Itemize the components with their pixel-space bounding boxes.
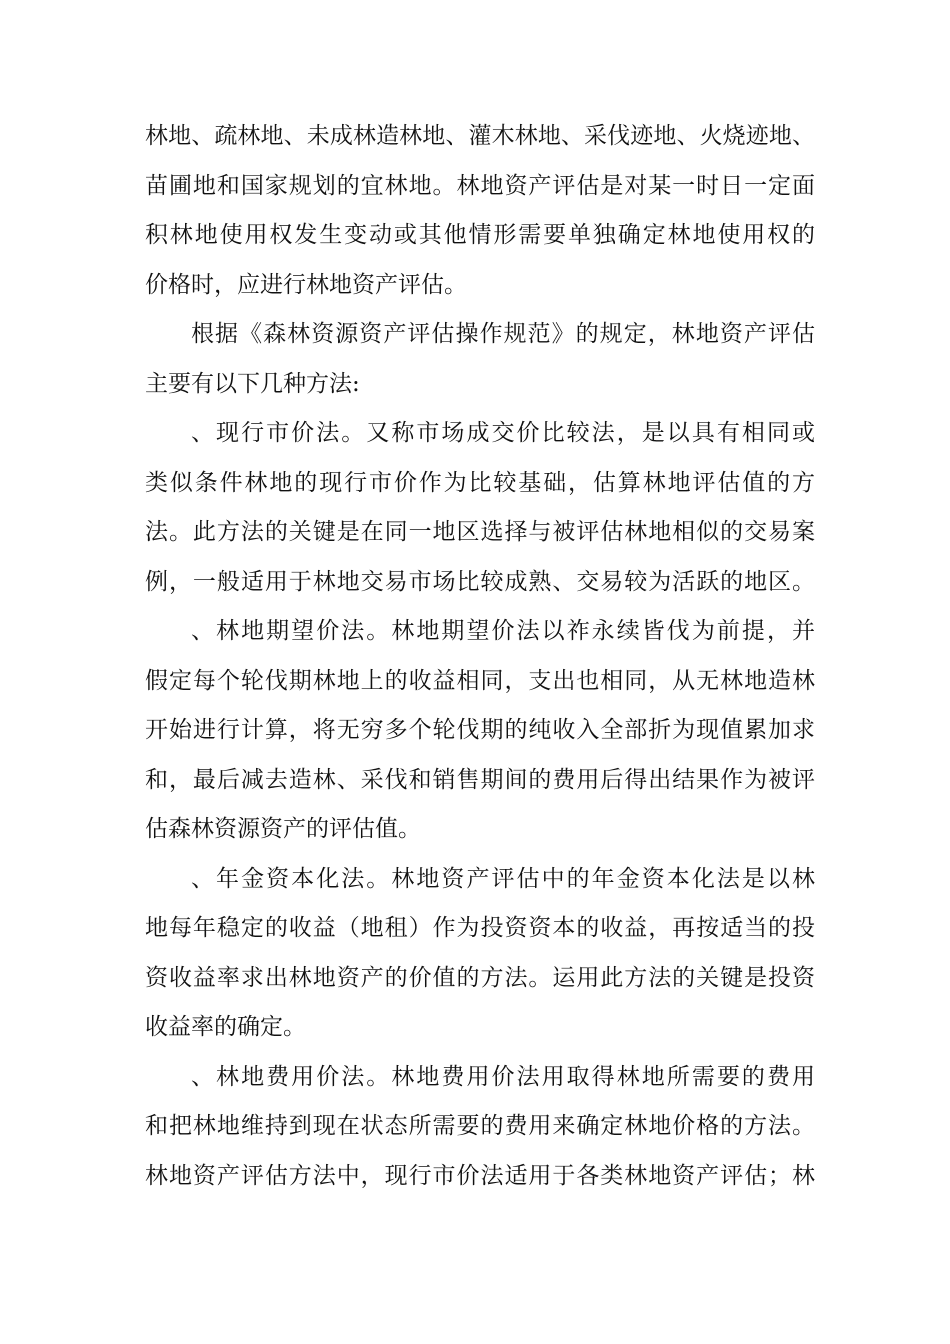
paragraph-4-line-5: 估森林资源资产的评估值。 [145, 816, 421, 842]
paragraph-1-line-3: 积林地使用权发生变动或其他情形需要单独确定林地使用权的 [145, 222, 815, 248]
paragraph-5-line-3: 资收益率求出林地资产的价值的方法。运用此方法的关键是投资 [145, 964, 815, 991]
document-body [145, 112, 815, 1201]
paragraph-5-line-1: 、年金资本化法。林地资产评估中的年金资本化法是以林 [191, 865, 815, 892]
paragraph-1-line-2: 苗圃地和国家规划的宜林地。林地资产评估是对某一时日一定面 [145, 172, 815, 199]
paragraph-3-line-1: 、现行市价法。又称市场成交价比较法，是以具有相同或 [191, 420, 815, 446]
paragraph-4-line-1: 、林地期望价法。林地期望价法以祚永续皆伐为前提，并 [191, 618, 815, 644]
paragraph-1-line-4: 价格时，应进行林地资产评估。 [145, 271, 467, 298]
paragraph-4-line-3: 开始进行计算，将无穷多个轮伐期的纯收入全部折为现值累加求 [145, 717, 815, 743]
paragraph-1-line-1: 林地、疏林地、未成林造林地、灌木林地、采伐迹地、火烧迹地、 [145, 123, 815, 149]
paragraph-5-line-4: 收益率的确定。 [145, 1014, 306, 1040]
paragraph-6-line-3: 林地资产评估方法中，现行市价法适用于各类林地资产评估；林 [145, 1162, 815, 1189]
paragraph-2-line-1: 根据《森林资源资产评估操作规范》的规定，林地资产评估 [191, 321, 815, 347]
paragraph-3-line-3: 法。此方法的关键是在同一地区选择与被评估林地相似的交易案 [145, 519, 815, 545]
paragraph-3-line-4: 例，一般适用于林地交易市场比较成熟、交易较为活跃的地区。 [145, 568, 815, 595]
paragraph-4-line-4: 和，最后减去造林、采伐和销售期间的费用后得出结果作为被评 [145, 766, 815, 793]
paragraph-4-line-2: 假定每个轮伐期林地上的收益相同，支出也相同，从无林地造林 [145, 667, 815, 694]
paragraph-5-line-2: 地每年稳定的收益（地租）作为投资资本的收益，再按适当的投 [145, 915, 815, 941]
paragraph-6-line-2: 和把林地维持到现在状态所需要的费用来确定林地价格的方法。 [145, 1113, 815, 1139]
paragraph-3-line-2: 类似条件林地的现行市价作为比较基础，估算林地评估值的方 [145, 469, 815, 496]
paragraph-2-line-2: 主要有以下几种方法: [145, 370, 360, 397]
paragraph-6-line-1: 、林地费用价法。林地费用价法用取得林地所需要的费用 [191, 1063, 815, 1090]
